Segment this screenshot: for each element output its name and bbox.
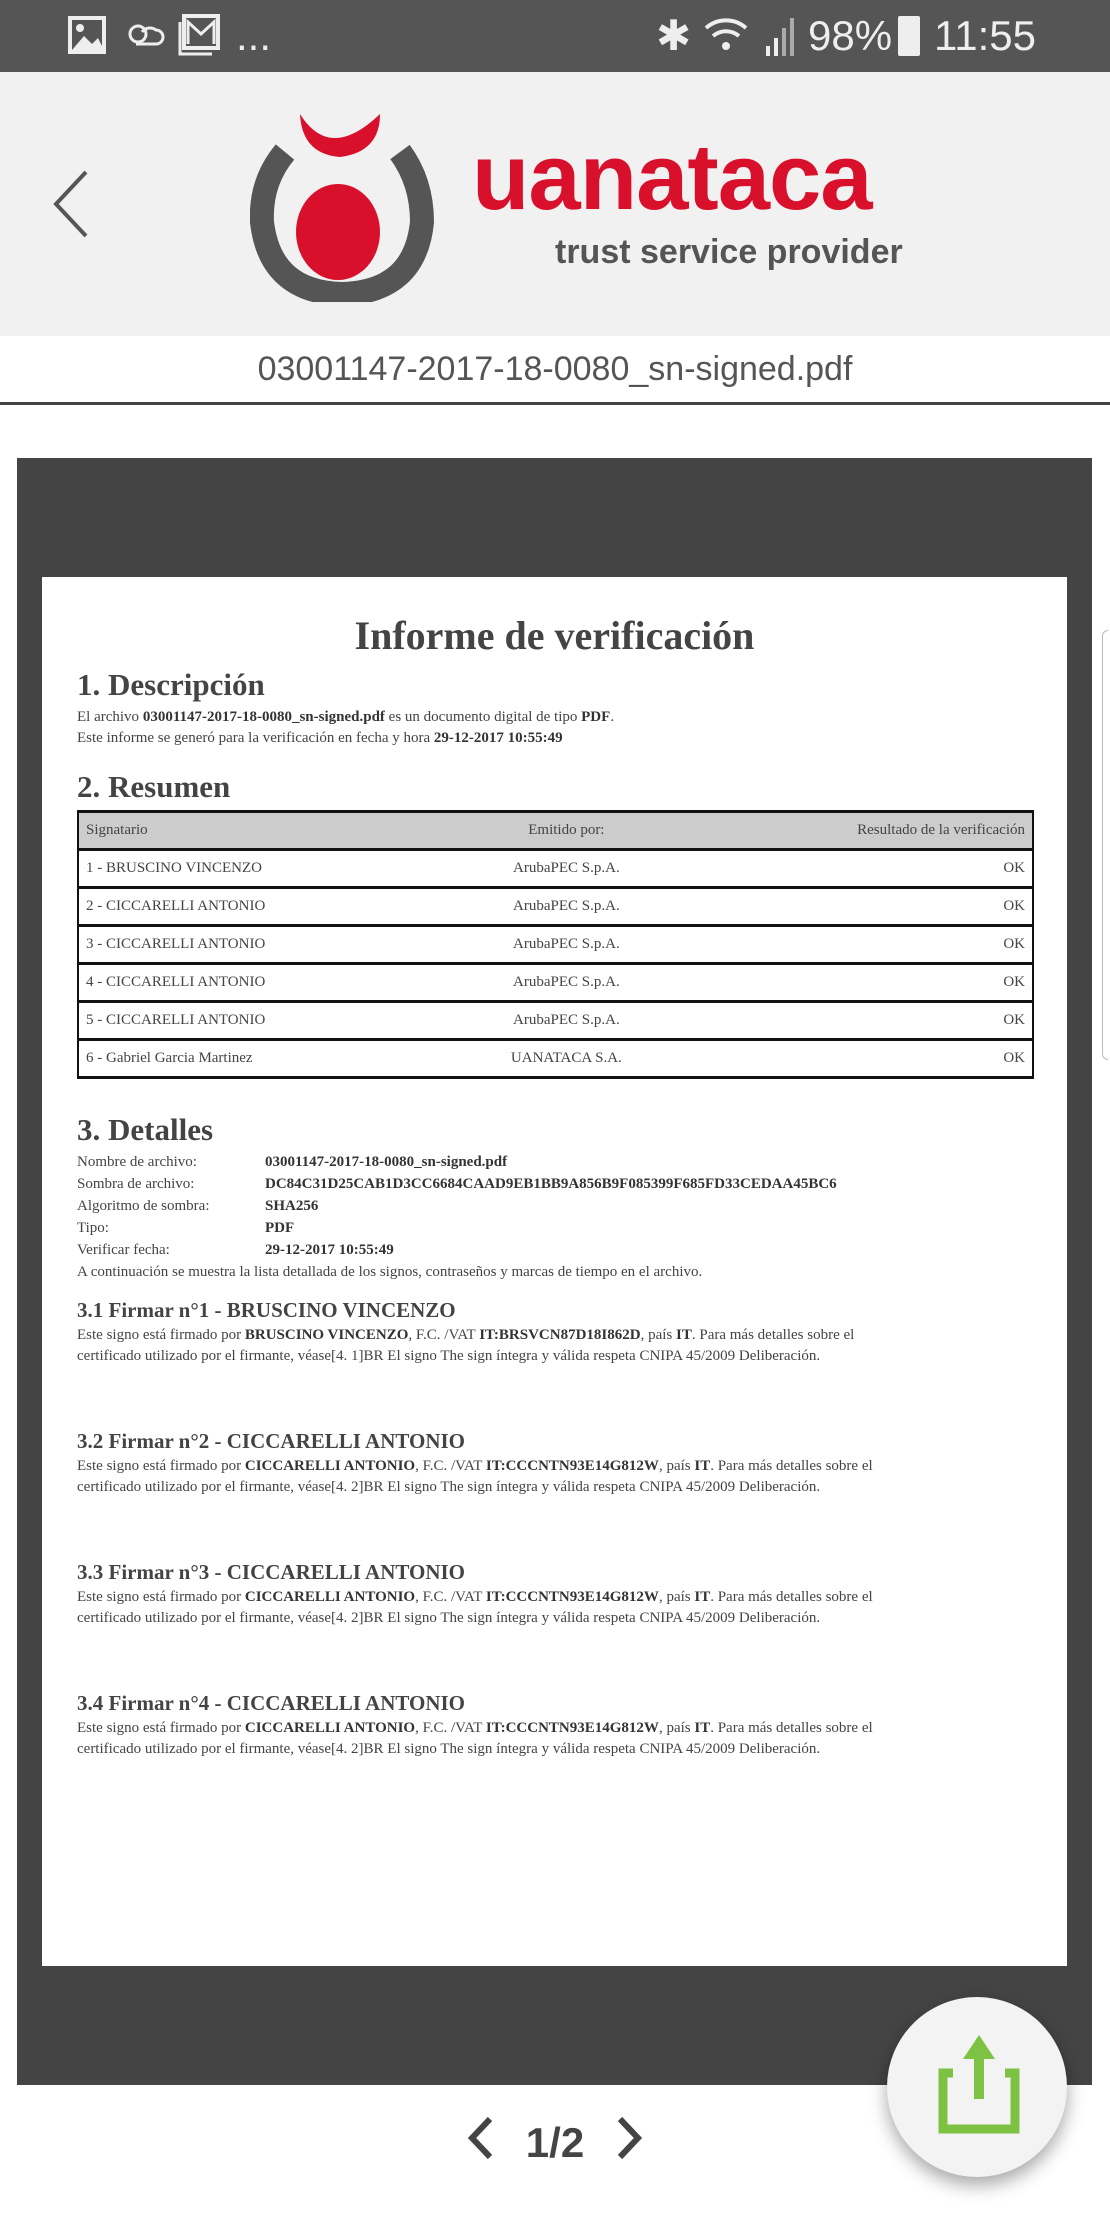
- detail-row: Nombre de archivo: 03001147-2017-18-0080_sn-signed.pdf: [77, 1154, 508, 1170]
- cell: 4 - CICCARELLI ANTONIO: [78, 964, 448, 1002]
- detail-row: Tipo: PDF: [77, 1220, 295, 1236]
- description-line-2: Este informe se generó para la verificación en fecha y hora 29-12-2017 10:55:49: [77, 730, 563, 746]
- table-row: [78, 1002, 1033, 1040]
- sign-text: Este signo está firmado por CICCARELLI ANTONIO, F.C. /VAT IT:CCCNTN93E14G812W, país IT. Para más detalles sobre el certificado utilizado por el firmante, véase[4. 2]BR El signo The sign íntegra y válida respeta CNIPA 45/2009 Deliberación.: [77, 1589, 873, 1626]
- weather-icon: [122, 16, 168, 56]
- share-icon: [937, 2035, 1021, 2135]
- app-header: [0, 72, 1110, 336]
- logo-wordmark: uanataca: [472, 124, 872, 229]
- cell: ArubaPEC S.p.A.: [448, 850, 686, 888]
- table-row: [78, 964, 1033, 1002]
- cell: UANATACA S.A.: [448, 1040, 686, 1078]
- cell: 6 - Gabriel Garcia Martinez: [78, 1040, 448, 1078]
- sign-text: Este signo está firmado por CICCARELLI ANTONIO, F.C. /VAT IT:CCCNTN93E14G812W, país IT. Para más detalles sobre el certificado utilizado por el firmante, véase[4. 2]BR El signo The sign íntegra y válida respeta CNIPA 45/2009 Deliberación.: [77, 1720, 873, 1757]
- file-name-title: 03001147-2017-18-0080_sn-signed.pdf: [0, 336, 1110, 402]
- cell: 1 - BRUSCINO VINCENZO: [78, 850, 448, 888]
- cell: ArubaPEC S.p.A.: [448, 1002, 686, 1040]
- previous-page-button[interactable]: [466, 2115, 496, 2171]
- column-header: Resultado de la verificación: [685, 812, 1033, 850]
- gmail-icon: [178, 14, 222, 56]
- section-heading: 1. Descripción: [77, 667, 265, 702]
- cell: ArubaPEC S.p.A.: [448, 888, 686, 926]
- description-line-1: El archivo 03001147-2017-18-0080_sn-signed.pdf es un documento digital de tipo PDF.: [77, 709, 615, 725]
- detail-row: Algoritmo de sombra: SHA256: [77, 1198, 319, 1214]
- cell: ArubaPEC S.p.A.: [448, 926, 686, 964]
- sign-heading: 3.2 Firmar n°2 - CICCARELLI ANTONIO: [77, 1429, 465, 1453]
- bluetooth-icon: ✱: [656, 12, 692, 59]
- page-indicator: 1/2: [525, 2119, 585, 2166]
- table-row: [78, 926, 1033, 964]
- battery-percent: 98%: [808, 12, 893, 59]
- section-heading: 3. Detalles: [77, 1112, 214, 1147]
- back-icon[interactable]: [50, 168, 90, 240]
- clock: 11:55: [934, 12, 1036, 59]
- more-notifications-icon: ...: [236, 12, 272, 59]
- column-header: Emitido por:: [448, 812, 686, 850]
- logo-tagline: trust service provider: [555, 233, 903, 271]
- cell: OK: [685, 850, 1033, 888]
- document-title: Informe de verificación: [354, 613, 755, 658]
- next-page-button[interactable]: [614, 2115, 644, 2171]
- gallery-icon: [68, 16, 108, 56]
- table-header-row: [78, 812, 1033, 850]
- cell: OK: [685, 926, 1033, 964]
- sign-block: [77, 1691, 873, 1760]
- sign-text: Este signo está firmado por CICCARELLI ANTONIO, F.C. /VAT IT:CCCNTN93E14G812W, país IT. Para más detalles sobre el certificado utilizado por el firmante, véase[4. 2]BR El signo The sign íntegra y válida respeta CNIPA 45/2009 Deliberación.: [77, 1458, 873, 1495]
- wifi-signal-icon: [704, 14, 800, 58]
- battery-icon: [898, 16, 920, 56]
- sign-block: [77, 1560, 873, 1629]
- divider: [0, 402, 1110, 405]
- uanataca-logo-icon: [250, 102, 460, 302]
- table-row: [78, 850, 1033, 888]
- cell: OK: [685, 964, 1033, 1002]
- column-header: Signatario: [78, 812, 448, 850]
- section-heading: 2. Resumen: [77, 769, 231, 804]
- cell: OK: [685, 888, 1033, 926]
- sign-heading: 3.1 Firmar n°1 - BRUSCINO VINCENZO: [77, 1298, 456, 1322]
- sign-text: Este signo está firmado por BRUSCINO VINCENZO, F.C. /VAT IT:BRSVCN87D18I862D, país IT. Para más detalles sobre el certificado utilizado por el firmante, véase[4. 1]BR El signo The sign íntegra y válida respeta CNIPA 45/2009 Deliberación.: [77, 1327, 855, 1364]
- scrollbar[interactable]: [1102, 630, 1108, 1060]
- cell: 2 - CICCARELLI ANTONIO: [78, 888, 448, 926]
- cell: OK: [685, 1002, 1033, 1040]
- sign-heading: 3.3 Firmar n°3 - CICCARELLI ANTONIO: [77, 1560, 465, 1584]
- sign-block: [77, 1298, 854, 1367]
- cell: OK: [685, 1040, 1033, 1078]
- cell: 5 - CICCARELLI ANTONIO: [78, 1002, 448, 1040]
- share-button[interactable]: [887, 1997, 1067, 2177]
- sign-heading: 3.4 Firmar n°4 - CICCARELLI ANTONIO: [77, 1691, 465, 1715]
- pdf-page: [42, 577, 1067, 1966]
- table-row: [78, 888, 1033, 926]
- detail-row: Sombra de archivo: DC84C31D25CAB1D3CC6684CAAD9EB1BB9A856B9F085399F685FD33CEDAA45BC6: [77, 1176, 837, 1192]
- cell: 3 - CICCARELLI ANTONIO: [78, 926, 448, 964]
- summary-table: [77, 810, 1034, 1079]
- cell: ArubaPEC S.p.A.: [448, 964, 686, 1002]
- detail-row: Verificar fecha: 29-12-2017 10:55:49: [77, 1242, 394, 1258]
- status-bar: [0, 0, 1110, 72]
- sign-block: [77, 1429, 873, 1498]
- table-row: [78, 1040, 1033, 1078]
- details-intro: A continuación se muestra la lista detallada de los signos, contraseños y marcas de tiempo en el archivo.: [77, 1264, 703, 1280]
